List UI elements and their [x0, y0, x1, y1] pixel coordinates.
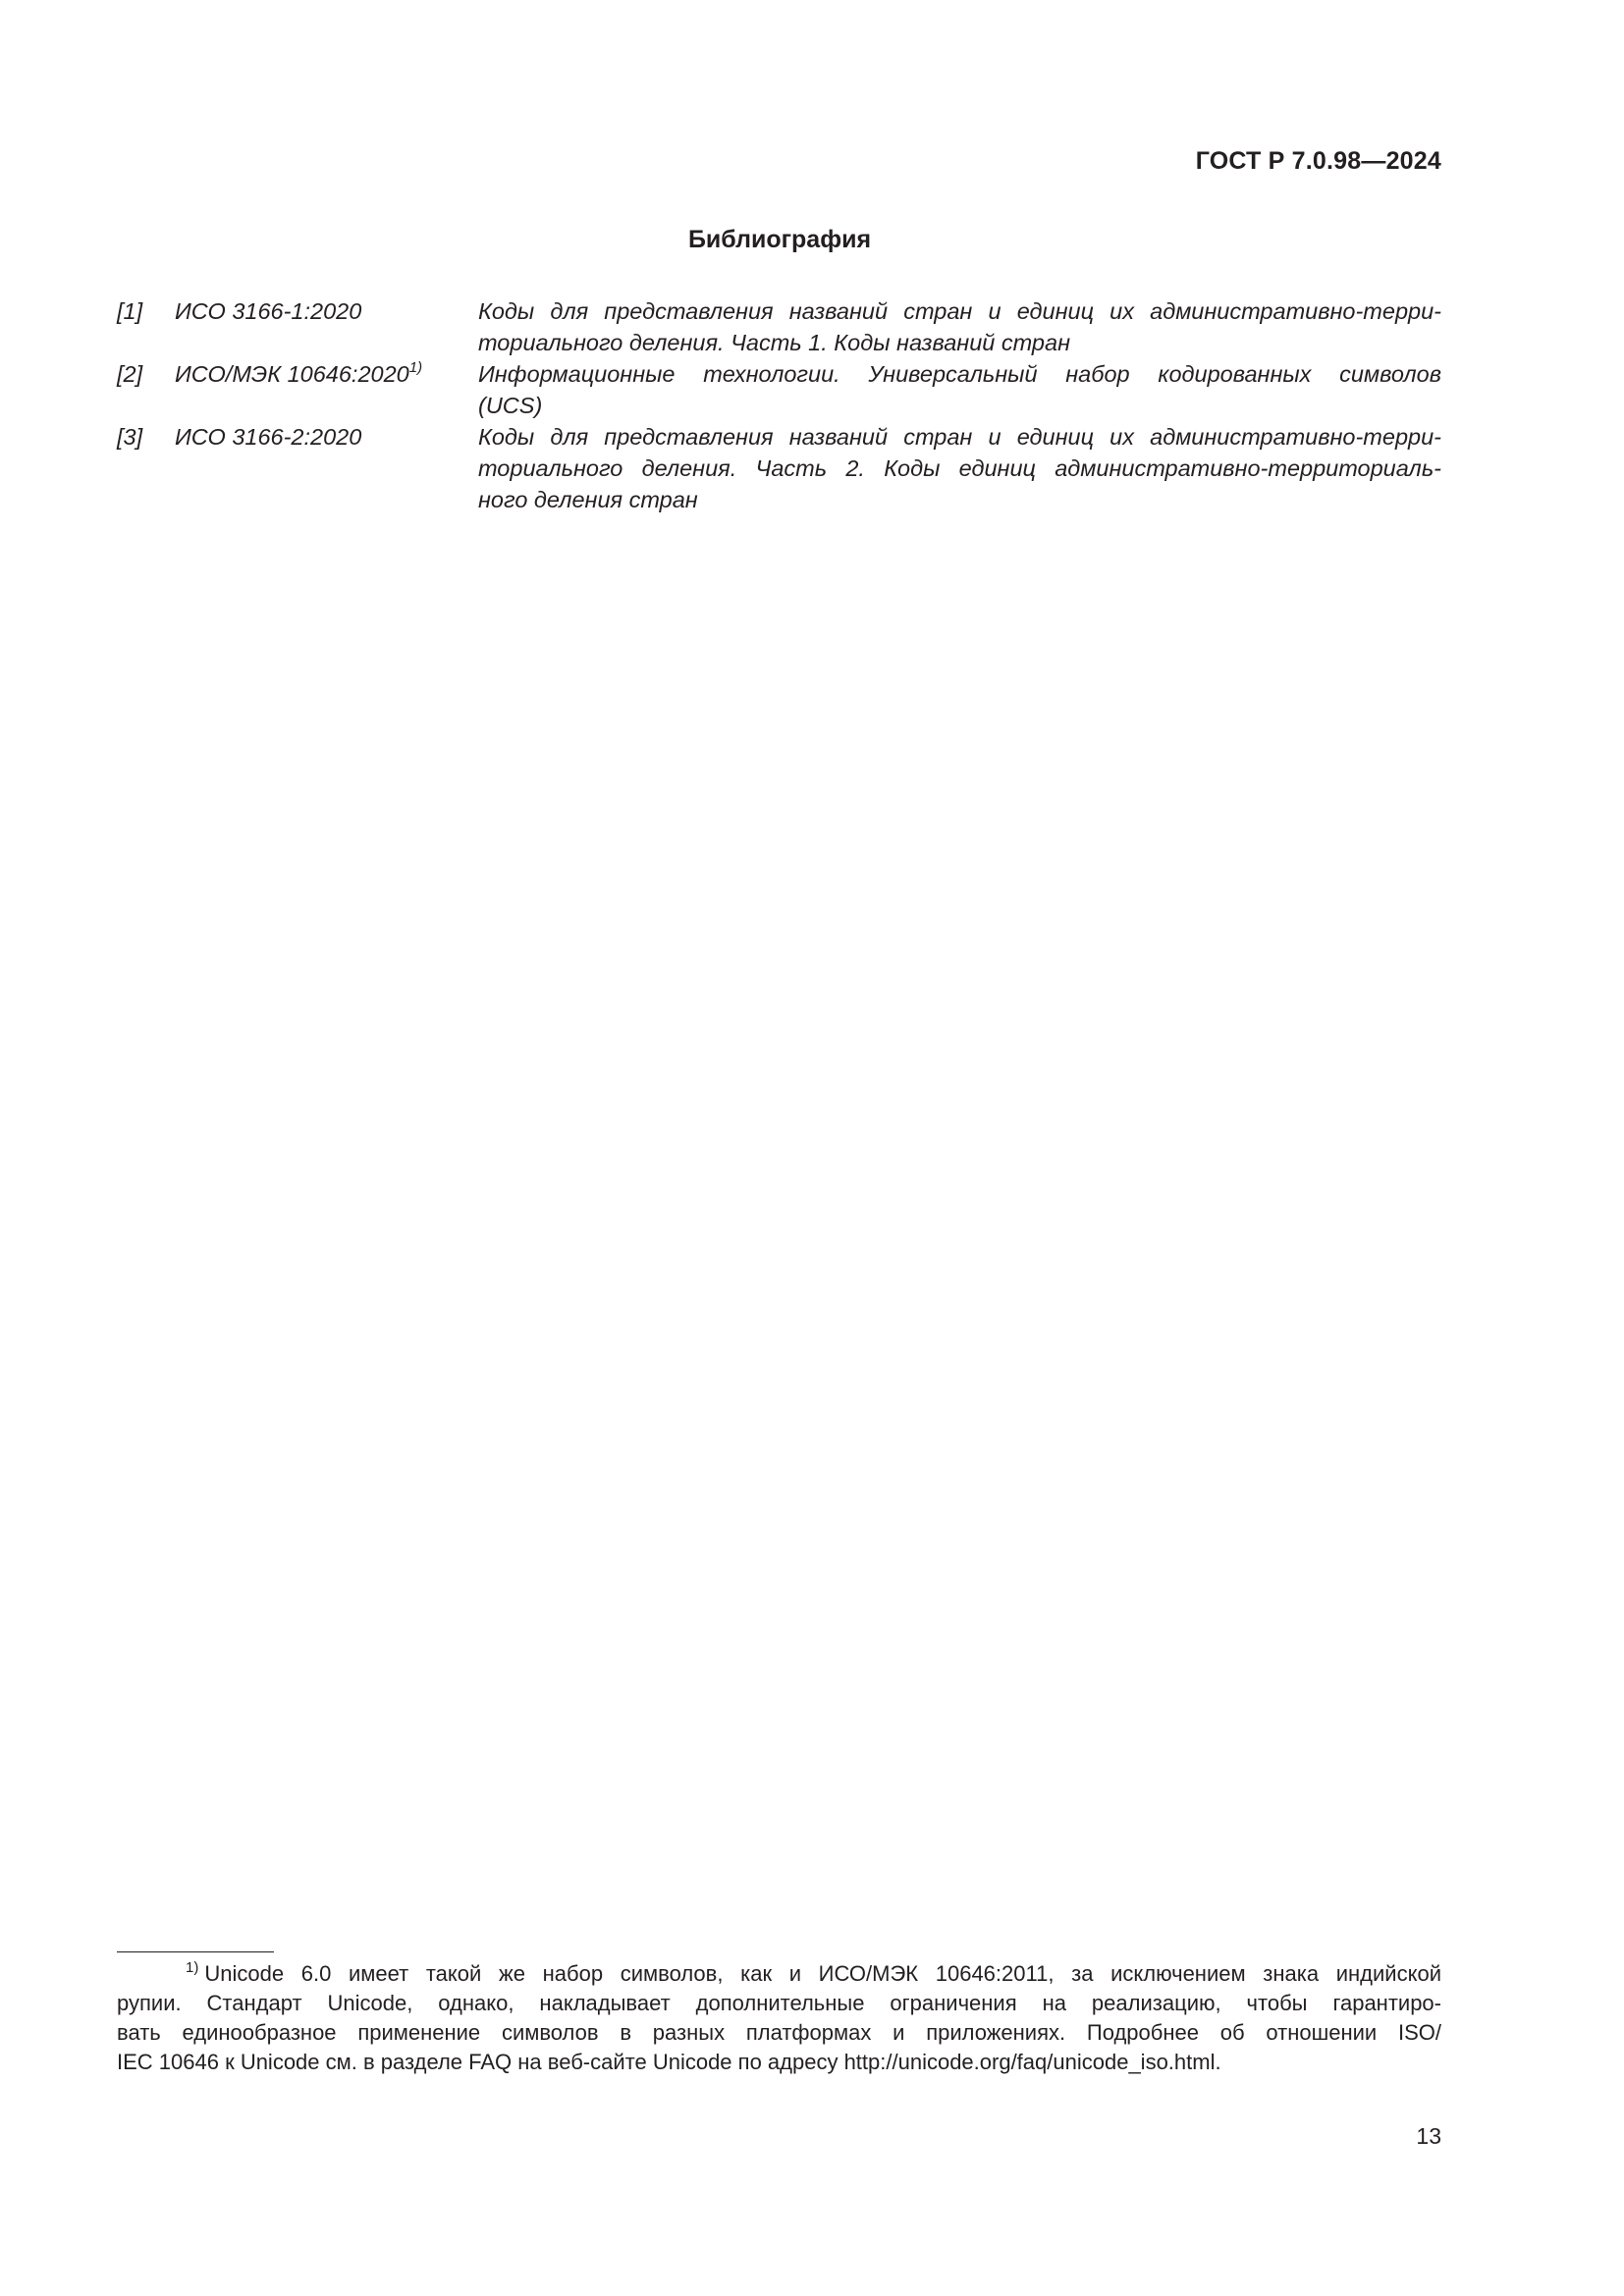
entry-standard-code-text: ИСО 3166-2:2020: [175, 424, 362, 450]
footnote-line: рупии. Стандарт Unicode, однако, накладывает дополнительные ограничения на реализацию, чтобы гарантиро-: [117, 1991, 1441, 2015]
entry-number: [1]: [117, 298, 143, 324]
footnote-line: вать единообразное применение символов в разных платформах и приложениях. Подробнее об отношении ISO/: [117, 2020, 1441, 2045]
bibliography-entry: [117, 358, 1441, 421]
footnote-separator: [117, 1951, 274, 1952]
entry-number: [3]: [117, 424, 143, 450]
document-id-header: ГОСТ Р 7.0.98—2024: [1195, 147, 1441, 175]
entry-title-line: Коды для представления названий стран и единиц их административно-терри-: [478, 298, 1441, 324]
footnote: [117, 1959, 1441, 2077]
entry-standard-code-text: ИСО/МЭК 10646:2020: [175, 361, 409, 387]
entry-standard-code: [175, 421, 478, 515]
entry-title-line: ториального деления. Часть 1. Коды названий стран: [478, 330, 1071, 355]
entry-title: [478, 295, 1441, 358]
entry-standard-code: [175, 295, 478, 358]
section-title: Библиография: [687, 226, 872, 253]
footnote-line: [117, 1959, 1441, 1989]
bibliography-entry: [117, 421, 1441, 515]
page-number: 13: [1416, 2123, 1441, 2149]
entry-title-line: Информационные технологии. Универсальный набор кодированных символов: [478, 361, 1441, 387]
entry-title-line: (UCS): [478, 393, 543, 418]
bibliography-list: [117, 295, 1441, 515]
entry-standard-code: [175, 358, 478, 421]
entry-title-line: Коды для представления названий стран и единиц их административно-терри-: [478, 424, 1441, 450]
entry-title-line: ного деления стран: [478, 487, 698, 512]
entry-title: [478, 358, 1441, 421]
footnote-line-text: Unicode 6.0 имеет такой же набор символов, как и ИСО/МЭК 10646:2011, за исключением знака индийской: [204, 1961, 1441, 1986]
footnote-line: IEC 10646 к Unicode см. в разделе FAQ на веб-сайте Unicode по адресу http://unicode.org/faq/unicode_iso.html.: [117, 2050, 1221, 2074]
entry-standard-code-text: ИСО 3166-1:2020: [175, 298, 362, 324]
bibliography-entry: [117, 295, 1441, 358]
entry-number: [2]: [117, 361, 143, 387]
footnote-marker: 1): [186, 1959, 199, 1976]
entry-title: [478, 421, 1441, 515]
entry-footnote-ref: 1): [408, 359, 423, 376]
entry-title-line: ториального деления. Часть 2. Коды единиц административно-территориаль-: [478, 455, 1441, 481]
